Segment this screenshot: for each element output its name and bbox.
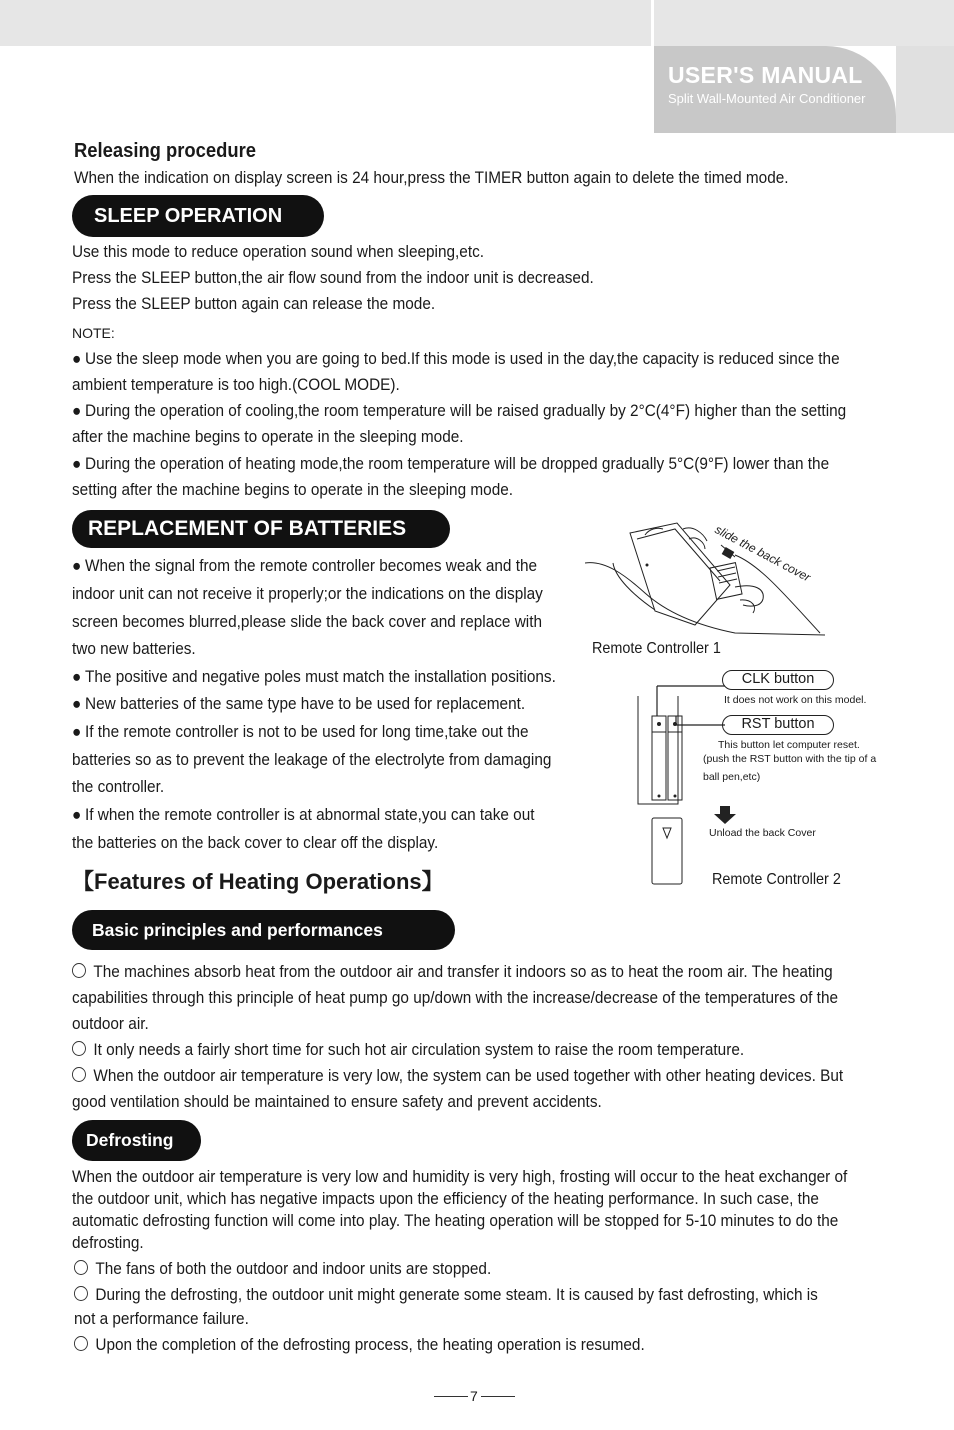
sleep-heading: SLEEP OPERATION: [72, 195, 324, 237]
sleep-line: Use this mode to reduce operation sound when sleeping,etc.: [72, 243, 485, 261]
bullet-icon: ●: [72, 557, 82, 575]
defrosting-heading: Defrosting: [72, 1120, 201, 1161]
note-line: ● During the operation of cooling,the room temperature will be raised gradually by 2°C(4°F) higher than the setting: [72, 402, 847, 420]
note-label: NOTE:: [72, 325, 115, 341]
note-line: ● During the operation of heating mode,the room temperature will be dropped gradually 5°C(9°F) lower than the: [72, 455, 830, 473]
features-heading: 【Features of Heating Operations】: [72, 869, 444, 894]
bullet-icon: ●: [72, 350, 82, 368]
basic-item: The machines absorb heat from the outdoor air and transfer it indoors so as to heat the room air. The heating: [72, 959, 833, 985]
header-tab-side: [896, 46, 954, 133]
releasing-text: When the indication on display screen is 24 hour,press the TIMER button again to delete the timed mode.: [74, 169, 789, 187]
rst-button-note: ball pen,etc): [703, 771, 761, 783]
batteries-line: batteries so as to prevent the leakage of the electrolyte from damaging: [72, 751, 552, 769]
note-line: ambient temperature is too high.(COOL MODE).: [72, 376, 400, 394]
defrost-item: Upon the completion of the defrosting process, the heating operation is resumed.: [74, 1332, 645, 1358]
batteries-line: ● If when the remote controller is at abnormal state,you can take out: [72, 806, 535, 824]
sleep-line: Press the SLEEP button again can release the mode.: [72, 295, 436, 313]
header-bar: [0, 0, 954, 46]
defrost-item: The fans of both the outdoor and indoor units are stopped.: [74, 1256, 491, 1282]
page-number: 7: [470, 1388, 478, 1404]
circle-bullet-icon: [74, 1286, 88, 1301]
bullet-icon: ●: [72, 806, 82, 824]
basic-item: When the outdoor air temperature is very low, the system can be used together with other heating devices. But: [72, 1063, 843, 1089]
defrost-line: the outdoor unit, which has negative impacts upon the efficiency of the heating performance. In such case, the: [72, 1190, 819, 1208]
batteries-line: ● New batteries of the same type have to be used for replacement.: [72, 695, 526, 713]
batteries-line: ● The positive and negative poles must match the installation positions.: [72, 668, 556, 686]
circle-bullet-icon: [72, 1067, 86, 1082]
bullet-icon: ●: [72, 668, 82, 686]
note-line: after the machine begins to operate in the sleeping mode.: [72, 428, 464, 446]
remote-controller-1-caption: Remote Controller 1: [592, 640, 721, 657]
defrost-item: not a performance failure.: [74, 1310, 249, 1328]
batteries-line: ● When the signal from the remote controller becomes weak and the: [72, 557, 538, 575]
batteries-line: the batteries on the back cover to clear off the display.: [72, 834, 439, 852]
manual-title: USER'S MANUAL: [668, 62, 863, 88]
rst-button-note: (push the RST button with the tip of a: [703, 753, 877, 765]
rst-button-note: This button let computer reset.: [718, 739, 860, 751]
basic-item: good ventilation should be maintained to ensure safety and prevent accidents.: [72, 1093, 602, 1111]
basic-principles-heading: Basic principles and performances: [72, 910, 455, 950]
clk-button-label: CLK button: [722, 670, 834, 690]
bullet-icon: ●: [72, 695, 82, 713]
svg-text:slide the back cover: slide the back cover: [712, 522, 813, 585]
circle-bullet-icon: [74, 1260, 88, 1275]
batteries-line: indoor unit can not receive it properly;or the indications on the display: [72, 585, 543, 603]
basic-item: outdoor air.: [72, 1015, 149, 1033]
bullet-icon: ●: [72, 402, 82, 420]
basic-item: capabilities through this principle of heat pump go up/down with the increase/decrease of the temperatures of the: [72, 989, 839, 1007]
slide-cover-label: [712, 520, 824, 586]
bullet-icon: ●: [72, 455, 82, 473]
defrost-line: When the outdoor air temperature is very low and humidity is very high, frosting will occur to the heat exchanger of: [72, 1168, 848, 1186]
clk-button-note: It does not work on this model.: [724, 694, 867, 706]
note-line: ● Use the sleep mode when you are going to bed.If this mode is used in the day,the capacity is reduced since the: [72, 350, 840, 368]
batteries-line: ● If the remote controller is not to be used for long time,take out the: [72, 723, 529, 741]
rst-button-label: RST button: [722, 715, 834, 735]
defrost-line: defrosting.: [72, 1234, 144, 1252]
manual-subtitle: Split Wall-Mounted Air Conditioner: [668, 91, 866, 106]
batteries-line: screen becomes blurred,please slide the back cover and replace with: [72, 613, 542, 631]
remote-controller-2-caption: Remote Controller 2: [712, 871, 841, 888]
header-divider: [651, 0, 654, 46]
page-rule-right: [481, 1396, 515, 1397]
batteries-line: the controller.: [72, 778, 165, 796]
note-line: setting after the machine begins to operate in the sleeping mode.: [72, 481, 514, 499]
sleep-line: Press the SLEEP button,the air flow sound from the indoor unit is decreased.: [72, 269, 594, 287]
page-rule-left: [434, 1396, 468, 1397]
unload-cover-note: Unload the back Cover: [709, 827, 816, 839]
batteries-heading: REPLACEMENT OF BATTERIES: [72, 510, 450, 548]
basic-item: It only needs a fairly short time for such hot air circulation system to raise the room temperature.: [72, 1037, 744, 1063]
circle-bullet-icon: [74, 1336, 88, 1351]
batteries-line: two new batteries.: [72, 640, 196, 658]
bullet-icon: ●: [72, 723, 82, 741]
releasing-heading: Releasing procedure: [74, 140, 257, 162]
header-tab: [654, 46, 896, 133]
defrost-line: automatic defrosting function will come into play. The heating operation will be stopped for 5-10 minutes to do the: [72, 1212, 839, 1230]
circle-bullet-icon: [72, 963, 86, 978]
defrost-item: During the defrosting, the outdoor unit might generate some steam. It is caused by fast defrosting, which is: [74, 1282, 818, 1308]
circle-bullet-icon: [72, 1041, 86, 1056]
